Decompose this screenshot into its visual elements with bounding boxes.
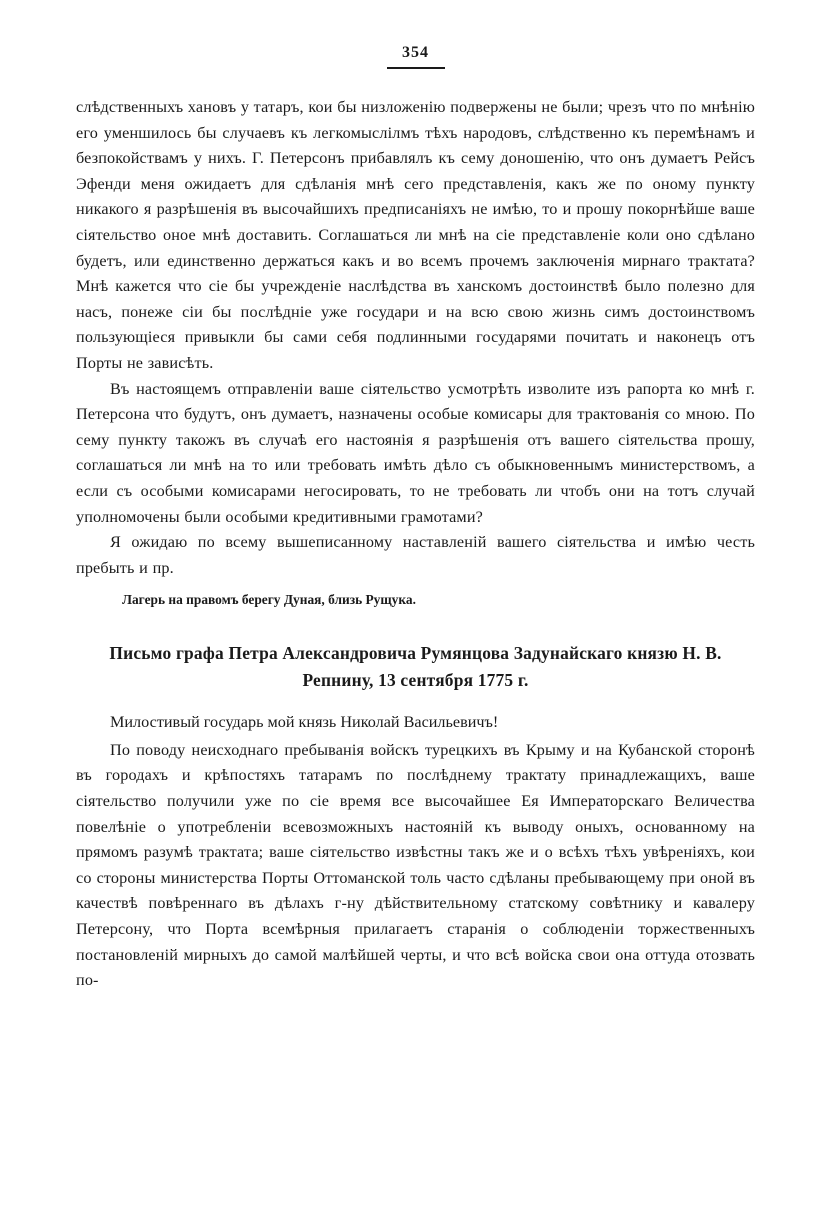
- dateline: Лагерь на правомъ берегу Дуная, близь Рущука.: [122, 592, 416, 608]
- page-header: [76, 44, 755, 69]
- salutation: Милостивый государь мой князь Николай Васильевичъ!: [110, 713, 499, 732]
- header-rule: [387, 67, 445, 69]
- paragraph-2: Въ настоящемъ отправленіи ваше сіятельство усмотрѣть изволите изъ рапорта ко мнѣ г. Петерсона что будутъ, онъ думаетъ, назначены особые комисары для трактованія со мною. По сему пункту такожъ въ случаѣ его настоянія я разрѣшенія отъ вашего сіятельства прошу, соглашаться ли мнѣ на то или требовать имѣть дѣло съ обыкновеннымъ министерствомъ, а если съ особыми комисарами негосировать, то не требовать ли чтобъ они на тотъ случай уполномочены были особыми кредитивными грамотами?: [76, 379, 755, 526]
- page-number: 354: [402, 44, 429, 61]
- body-text-column: [76, 95, 755, 994]
- paragraph-1: слѣдственныхъ хановъ у татаръ, кои бы низложенію подвержены не были; чрезъ что по мнѣнію его уменшилось бы случаевъ къ легкомыслілмъ тѣхъ народовъ, слѣдственно къ перемѣнамъ и безпокойствамъ у нихъ. Г. Петерсонъ прибавлялъ къ сему доношенію, что онъ думаетъ Рейсъ Эфенди меня ожидаетъ для сдѣланія мнѣ сего представленія, какъ же по оному пункту никакого я разрѣшенія въ высочайшихъ предписаніяхъ не имѣю, то и прошу покорнѣйше ваше сіятельство оное мнѣ доставить. Соглашаться ли мнѣ на сіе представленіе коли оно сдѣлано будетъ, или единственно держаться какъ и во всемъ прочемъ заключенія мирнаго трактата? Мнѣ кажется что сіе бы учрежденіе наслѣдства въ ханскомъ достоинствѣ было полезно для насъ, понеже сіи бы послѣдніе уже государи и на всю свою жизнь симъ достоинствомъ пользующіеся привыкли бы сами себя подлинными государями почитать и наконецъ отъ Порты не зависѣть.: [76, 98, 755, 372]
- section-heading: Письмо графа Петра Александровича Румянцова Задунайскаго князю Н. В. Репнину, 13 сентября 1775 г.: [109, 643, 722, 691]
- paragraph-3: Я ожидаю по всему вышеписанному наставленій вашего сіятельства и имѣю честь пребыть и пр.: [76, 533, 755, 577]
- paragraph-4: По поводу неисходнаго пребыванія войскъ турецкихъ въ Крыму и на Кубанской сторонѣ въ городахъ и крѣпостяхъ татарамъ по послѣднему трактату принадлежащихъ, ваше сіятельство получили уже по сіе время все высочайшее Ея Императорскаго Величества повелѣніе о употребленіи всевозможныхъ настояній къ выводу оныхъ, основанному на прямомъ разумѣ трактата; ваше сіятельство извѣстны такъ же и о всѣхъ тѣхъ увѣреніяхъ, кои со стороны министерства Порты Оттоманской толь часто сдѣланы пребывающему при оной въ качествѣ повѣреннаго въ дѣлахъ г-ну дѣйствительному статскому совѣтнику и кавалеру Петерсону, что Порта всемѣрныя прилагаетъ старанія о соблюденіи торжественныхъ постановленій мирныхъ до самой малѣйшей черты, и что всѣ войска свои она оттуда отозвать по-: [76, 740, 755, 990]
